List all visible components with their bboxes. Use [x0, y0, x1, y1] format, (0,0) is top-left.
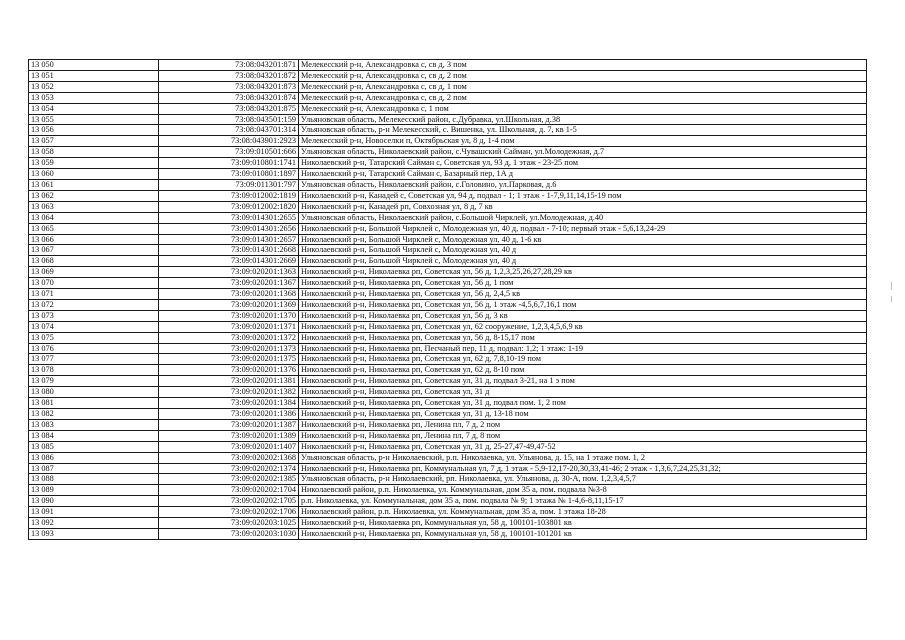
cadastral-number-cell: 73:09:020201:1363: [159, 267, 299, 278]
cadastral-number-cell: 73:08:043901:2923: [159, 136, 299, 147]
row-number-cell: 13 062: [29, 190, 159, 201]
cadastral-number-cell: 73:09:014301:2656: [159, 223, 299, 234]
table-row: [29, 321, 867, 332]
address-cell: Мелекесский р-н, Александровка с, св д, 1 пом: [299, 81, 867, 92]
row-number-cell: 13 066: [29, 234, 159, 245]
row-number-cell: 13 085: [29, 441, 159, 452]
row-number-cell: 13 055: [29, 114, 159, 125]
cadastral-number-cell: 73:08:043701:314: [159, 125, 299, 136]
row-number-cell: 13 080: [29, 387, 159, 398]
scan-mark: [891, 282, 892, 290]
address-cell: Николаевский р-н, Большой Чирклей с, Молодежная ул, 40 д: [299, 256, 867, 267]
cadastral-number-cell: 73:09:020201:1369: [159, 299, 299, 310]
table-row: [29, 474, 867, 485]
cadastral-number-cell: 73:09:020201:1372: [159, 332, 299, 343]
table-row: [29, 267, 867, 278]
cadastral-number-cell: 73:09:020201:1407: [159, 441, 299, 452]
cadastral-number-cell: 73:09:020202:1374: [159, 463, 299, 474]
row-number-cell: 13 083: [29, 419, 159, 430]
cadastral-number-cell: 73:09:012002:1819: [159, 190, 299, 201]
table-row: [29, 376, 867, 387]
cadastral-number-cell: 73:09:020202:1368: [159, 452, 299, 463]
address-cell: Ульяновская область, р-н Николаевский, рп. Николаевка, ул. Ульянова, д. 30-А, пом. 1,2,3,4,5,7: [299, 474, 867, 485]
address-cell: Ульяновская область, Николаевский район, с.Чувашский Сайман, ул.Молодежная, д.7: [299, 147, 867, 158]
cadastral-number-cell: 73:09:010801:1741: [159, 158, 299, 169]
address-cell: Мелекесский р-н, Новоселки п, Октябрьская ул, 8 д, 1-4 пом: [299, 136, 867, 147]
row-number-cell: 13 086: [29, 452, 159, 463]
table-row: [29, 528, 867, 539]
row-number-cell: 13 063: [29, 201, 159, 212]
address-cell: Николаевский р-н, Николаевка рп, Советская ул, 62 сооружение, 1,2,3,4,5,6,9 кв: [299, 321, 867, 332]
address-cell: Николаевский р-н, Николаевка рп, Коммунальная ул, 58 д, 100101-101201 кв: [299, 528, 867, 539]
address-cell: Николаевский р-н, Николаевка рп, Советская ул, 56 д, 8-15,17 пом: [299, 332, 867, 343]
table-row: [29, 441, 867, 452]
row-number-cell: 13 058: [29, 147, 159, 158]
row-number-cell: 13 091: [29, 507, 159, 518]
address-cell: Ульяновская область, Николаевский район, с.Большой Чирклей, ул.Молодежная, д.40: [299, 212, 867, 223]
row-number-cell: 13 072: [29, 299, 159, 310]
address-cell: Николаевский р-н, Большой Чирклей с, Молодежная ул, 40 д, 1-6 кв: [299, 234, 867, 245]
table-row: [29, 114, 867, 125]
cadastral-number-cell: 73:08:043201:871: [159, 60, 299, 71]
row-number-cell: 13 078: [29, 365, 159, 376]
cadastral-number-cell: 73:09:020201:1376: [159, 365, 299, 376]
table-row: [29, 278, 867, 289]
cadastral-number-cell: 73:09:020201:1386: [159, 409, 299, 420]
table-row: [29, 343, 867, 354]
row-number-cell: 13 064: [29, 212, 159, 223]
cadastral-number-cell: 73:09:020201:1381: [159, 376, 299, 387]
address-cell: Николаевский район, р.п. Николаевка, ул. Коммунальная, дом 35 а, пом. 1 этажа 18-28: [299, 507, 867, 518]
table-row: [29, 299, 867, 310]
cadastral-number-cell: 73:09:020201:1384: [159, 398, 299, 409]
cadastral-number-cell: 73:09:020202:1705: [159, 496, 299, 507]
address-cell: Николаевский р-н, Татарский Сайман с, Базарный пер, 1А д: [299, 169, 867, 180]
address-cell: Николаевский р-н, Николаевка рп, Советская ул, 62 д, 7,8,10-19 пом: [299, 354, 867, 365]
cadastral-number-cell: 73:09:010801:1897: [159, 169, 299, 180]
row-number-cell: 13 092: [29, 518, 159, 529]
address-cell: Ульяновская область, Николаевский район, с.Головино, ул.Парковая, д.6: [299, 179, 867, 190]
cadastral-number-cell: 73:09:020201:1382: [159, 387, 299, 398]
row-number-cell: 13 077: [29, 354, 159, 365]
table-row: [29, 463, 867, 474]
row-number-cell: 13 070: [29, 278, 159, 289]
address-cell: Николаевский р-н, Николаевка рп, Советская ул, 31 д, 25-27,47-49,47-52: [299, 441, 867, 452]
address-cell: Николаевский р-н, Николаевка рп, Ленина пл, 7 д, 8 пом: [299, 430, 867, 441]
cadastral-number-cell: 73:09:020202:1704: [159, 485, 299, 496]
address-cell: Николаевский р-н, Николаевка рп, Коммунальная ул, 58 д, 100101-103801 кв: [299, 518, 867, 529]
address-cell: Николаевский р-н, Канадей с, Советская ул, 94 д, подвал - 1; 1 этаж - 1-7,9,11,14,15-19 пом: [299, 190, 867, 201]
row-number-cell: 13 057: [29, 136, 159, 147]
registry-table-body: [29, 60, 867, 540]
address-cell: Николаевский р-н, Николаевка рп, Советская ул, 56 д, 1,2,3,25,26,27,28,29 кв: [299, 267, 867, 278]
row-number-cell: 13 090: [29, 496, 159, 507]
table-row: [29, 201, 867, 212]
address-cell: Мелекесский р-н, Александровка с, св д, 2 пом: [299, 92, 867, 103]
row-number-cell: 13 093: [29, 528, 159, 539]
table-row: [29, 398, 867, 409]
address-cell: Николаевский р-н, Николаевка рп, Советская ул, 56 д, 1 пом: [299, 278, 867, 289]
table-row: [29, 81, 867, 92]
row-number-cell: 13 067: [29, 245, 159, 256]
address-cell: Николаевский р-н, Николаевка рп, Советская ул, 56 д, 3 кв: [299, 310, 867, 321]
cadastral-number-cell: 73:09:020201:1375: [159, 354, 299, 365]
table-row: [29, 234, 867, 245]
address-cell: Николаевский р-н, Большой Чирклей с, Молодежная ул, 40 д: [299, 245, 867, 256]
row-number-cell: 13 071: [29, 289, 159, 300]
table-row: [29, 496, 867, 507]
table-row: [29, 190, 867, 201]
address-cell: Николаевский р-н, Николаевка рп, Коммунальная ул, 7 д, 1 этаж - 5,9-12,17-20,30,33,41-46; 2 этаж - 1,3,6,7,24,25,31,32;: [299, 463, 867, 474]
cadastral-number-cell: 73:08:043201:872: [159, 70, 299, 81]
cadastral-number-cell: 73:09:020203:1025: [159, 518, 299, 529]
scan-mark: [891, 296, 892, 302]
address-cell: Мелекесский р-н, Александровка с, св д, 2 пом: [299, 70, 867, 81]
table-row: [29, 103, 867, 114]
table-row: [29, 507, 867, 518]
address-cell: Николаевский р-н, Николаевка рп, Песчаный пер, 11 д, подвал: 1,2; 1 этаж: 1-19: [299, 343, 867, 354]
table-row: [29, 60, 867, 71]
address-cell: р.п. Николаевка, ул. Коммунальная, дом 35 а, пом. подвала № 9; 1 этажа № 1-4,6-8,11,15-17: [299, 496, 867, 507]
address-cell: Николаевский р-н, Николаевка рп, Советская ул, 31 д, подвал 3-21, на 1 э пом: [299, 376, 867, 387]
cadastral-number-cell: 73:09:020201:1389: [159, 430, 299, 441]
address-cell: Николаевский р-н, Николаевка рп, Советская ул, 56 д, 2,4,5 кв: [299, 289, 867, 300]
address-cell: Николаевский район, р.п. Николаевка, ул. Коммунальная, дом 35 а, пом. подвала №3-8: [299, 485, 867, 496]
row-number-cell: 13 089: [29, 485, 159, 496]
cadastral-number-cell: 73:08:043501:159: [159, 114, 299, 125]
address-cell: Николаевский р-н, Николаевка рп, Советская ул, 31 д, 13-18 пом: [299, 409, 867, 420]
table-row: [29, 179, 867, 190]
cadastral-number-cell: 73:09:020201:1370: [159, 310, 299, 321]
row-number-cell: 13 054: [29, 103, 159, 114]
table-row: [29, 485, 867, 496]
row-number-cell: 13 059: [29, 158, 159, 169]
row-number-cell: 13 060: [29, 169, 159, 180]
row-number-cell: 13 073: [29, 310, 159, 321]
row-number-cell: 13 088: [29, 474, 159, 485]
address-cell: Николаевский р-н, Канадей рп, Совхозная ул, 8 д, 7 кв: [299, 201, 867, 212]
table-row: [29, 158, 867, 169]
address-cell: Ульяновская область, р-н Мелекесский, с. Вишенка, ул. Школьная, д. 7, кв 1-5: [299, 125, 867, 136]
row-number-cell: 13 087: [29, 463, 159, 474]
row-number-cell: 13 052: [29, 81, 159, 92]
address-cell: Мелекесский р-н, Александровка с, 1 пом: [299, 103, 867, 114]
cadastral-number-cell: 73:08:043201:875: [159, 103, 299, 114]
address-cell: Ульяновская область, Мелекесский район, с.Дубравка, ул.Школьная, д.38: [299, 114, 867, 125]
cadastral-number-cell: 73:09:020202:1706: [159, 507, 299, 518]
cadastral-number-cell: 73:09:014301:2668: [159, 245, 299, 256]
cadastral-number-cell: 73:09:010501:666: [159, 147, 299, 158]
table-row: [29, 409, 867, 420]
row-number-cell: 13 082: [29, 409, 159, 420]
cadastral-number-cell: 73:09:014301:2655: [159, 212, 299, 223]
cadastral-number-cell: 73:09:020203:1030: [159, 528, 299, 539]
cadastral-number-cell: 73:09:014301:2669: [159, 256, 299, 267]
row-number-cell: 13 079: [29, 376, 159, 387]
table-row: [29, 223, 867, 234]
table-row: [29, 430, 867, 441]
address-cell: Мелекесский р-н, Александровка с, св д, 3 пом: [299, 60, 867, 71]
row-number-cell: 13 061: [29, 179, 159, 190]
table-row: [29, 365, 867, 376]
table-row: [29, 452, 867, 463]
table-row: [29, 310, 867, 321]
row-number-cell: 13 051: [29, 70, 159, 81]
table-row: [29, 136, 867, 147]
table-row: [29, 256, 867, 267]
registry-table: [28, 59, 867, 540]
cadastral-number-cell: 73:09:014301:2657: [159, 234, 299, 245]
address-cell: Николаевский р-н, Николаевка рп, Ленина пл, 7 д, 2 пом: [299, 419, 867, 430]
address-cell: Николаевский р-н, Николаевка рп, Советская ул, 31 д: [299, 387, 867, 398]
row-number-cell: 13 084: [29, 430, 159, 441]
row-number-cell: 13 068: [29, 256, 159, 267]
table-row: [29, 518, 867, 529]
cadastral-number-cell: 73:09:011301:797: [159, 179, 299, 190]
cadastral-number-cell: 73:09:012002:1820: [159, 201, 299, 212]
table-row: [29, 387, 867, 398]
table-row: [29, 70, 867, 81]
cadastral-number-cell: 73:09:020202:1385: [159, 474, 299, 485]
row-number-cell: 13 065: [29, 223, 159, 234]
table-row: [29, 125, 867, 136]
row-number-cell: 13 050: [29, 60, 159, 71]
cadastral-number-cell: 73:09:020201:1368: [159, 289, 299, 300]
cadastral-number-cell: 73:09:020201:1371: [159, 321, 299, 332]
table-row: [29, 245, 867, 256]
address-cell: Николаевский р-н, Николаевка рп, Советская ул, 56 д, 1 этаж -4,5,6,7,16,1 пом: [299, 299, 867, 310]
address-cell: Николаевский р-н, Большой Чирклей с, Молодежная ул, 40 д, подвал - 7-10; первый этаж - 5,6,13,24-29: [299, 223, 867, 234]
row-number-cell: 13 076: [29, 343, 159, 354]
row-number-cell: 13 056: [29, 125, 159, 136]
cadastral-number-cell: 73:09:020201:1373: [159, 343, 299, 354]
table-row: [29, 332, 867, 343]
cadastral-number-cell: 73:08:043201:874: [159, 92, 299, 103]
cadastral-number-cell: 73:09:020201:1387: [159, 419, 299, 430]
cadastral-number-cell: 73:08:043201:873: [159, 81, 299, 92]
address-cell: Николаевский р-н, Николаевка рп, Советская ул, 62 д, 8-10 пом: [299, 365, 867, 376]
row-number-cell: 13 053: [29, 92, 159, 103]
table-row: [29, 212, 867, 223]
table-row: [29, 419, 867, 430]
row-number-cell: 13 074: [29, 321, 159, 332]
table-row: [29, 289, 867, 300]
address-cell: Николаевский р-н, Татарский Сайман с, Советская ул, 93 д, 1 этаж - 23-25 пом: [299, 158, 867, 169]
table-row: [29, 354, 867, 365]
table-row: [29, 169, 867, 180]
table-row: [29, 92, 867, 103]
address-cell: Николаевский р-н, Николаевка рп, Советская ул, 31 д, подвал пом. 1, 2 пом: [299, 398, 867, 409]
row-number-cell: 13 081: [29, 398, 159, 409]
row-number-cell: 13 075: [29, 332, 159, 343]
address-cell: Ульяновская область, р-н Николаевский, р.п. Николаевка, ул. Ульянова, д. 15, на 1 этаже пом. 1, 2: [299, 452, 867, 463]
row-number-cell: 13 069: [29, 267, 159, 278]
table-row: [29, 147, 867, 158]
cadastral-number-cell: 73:09:020201:1367: [159, 278, 299, 289]
